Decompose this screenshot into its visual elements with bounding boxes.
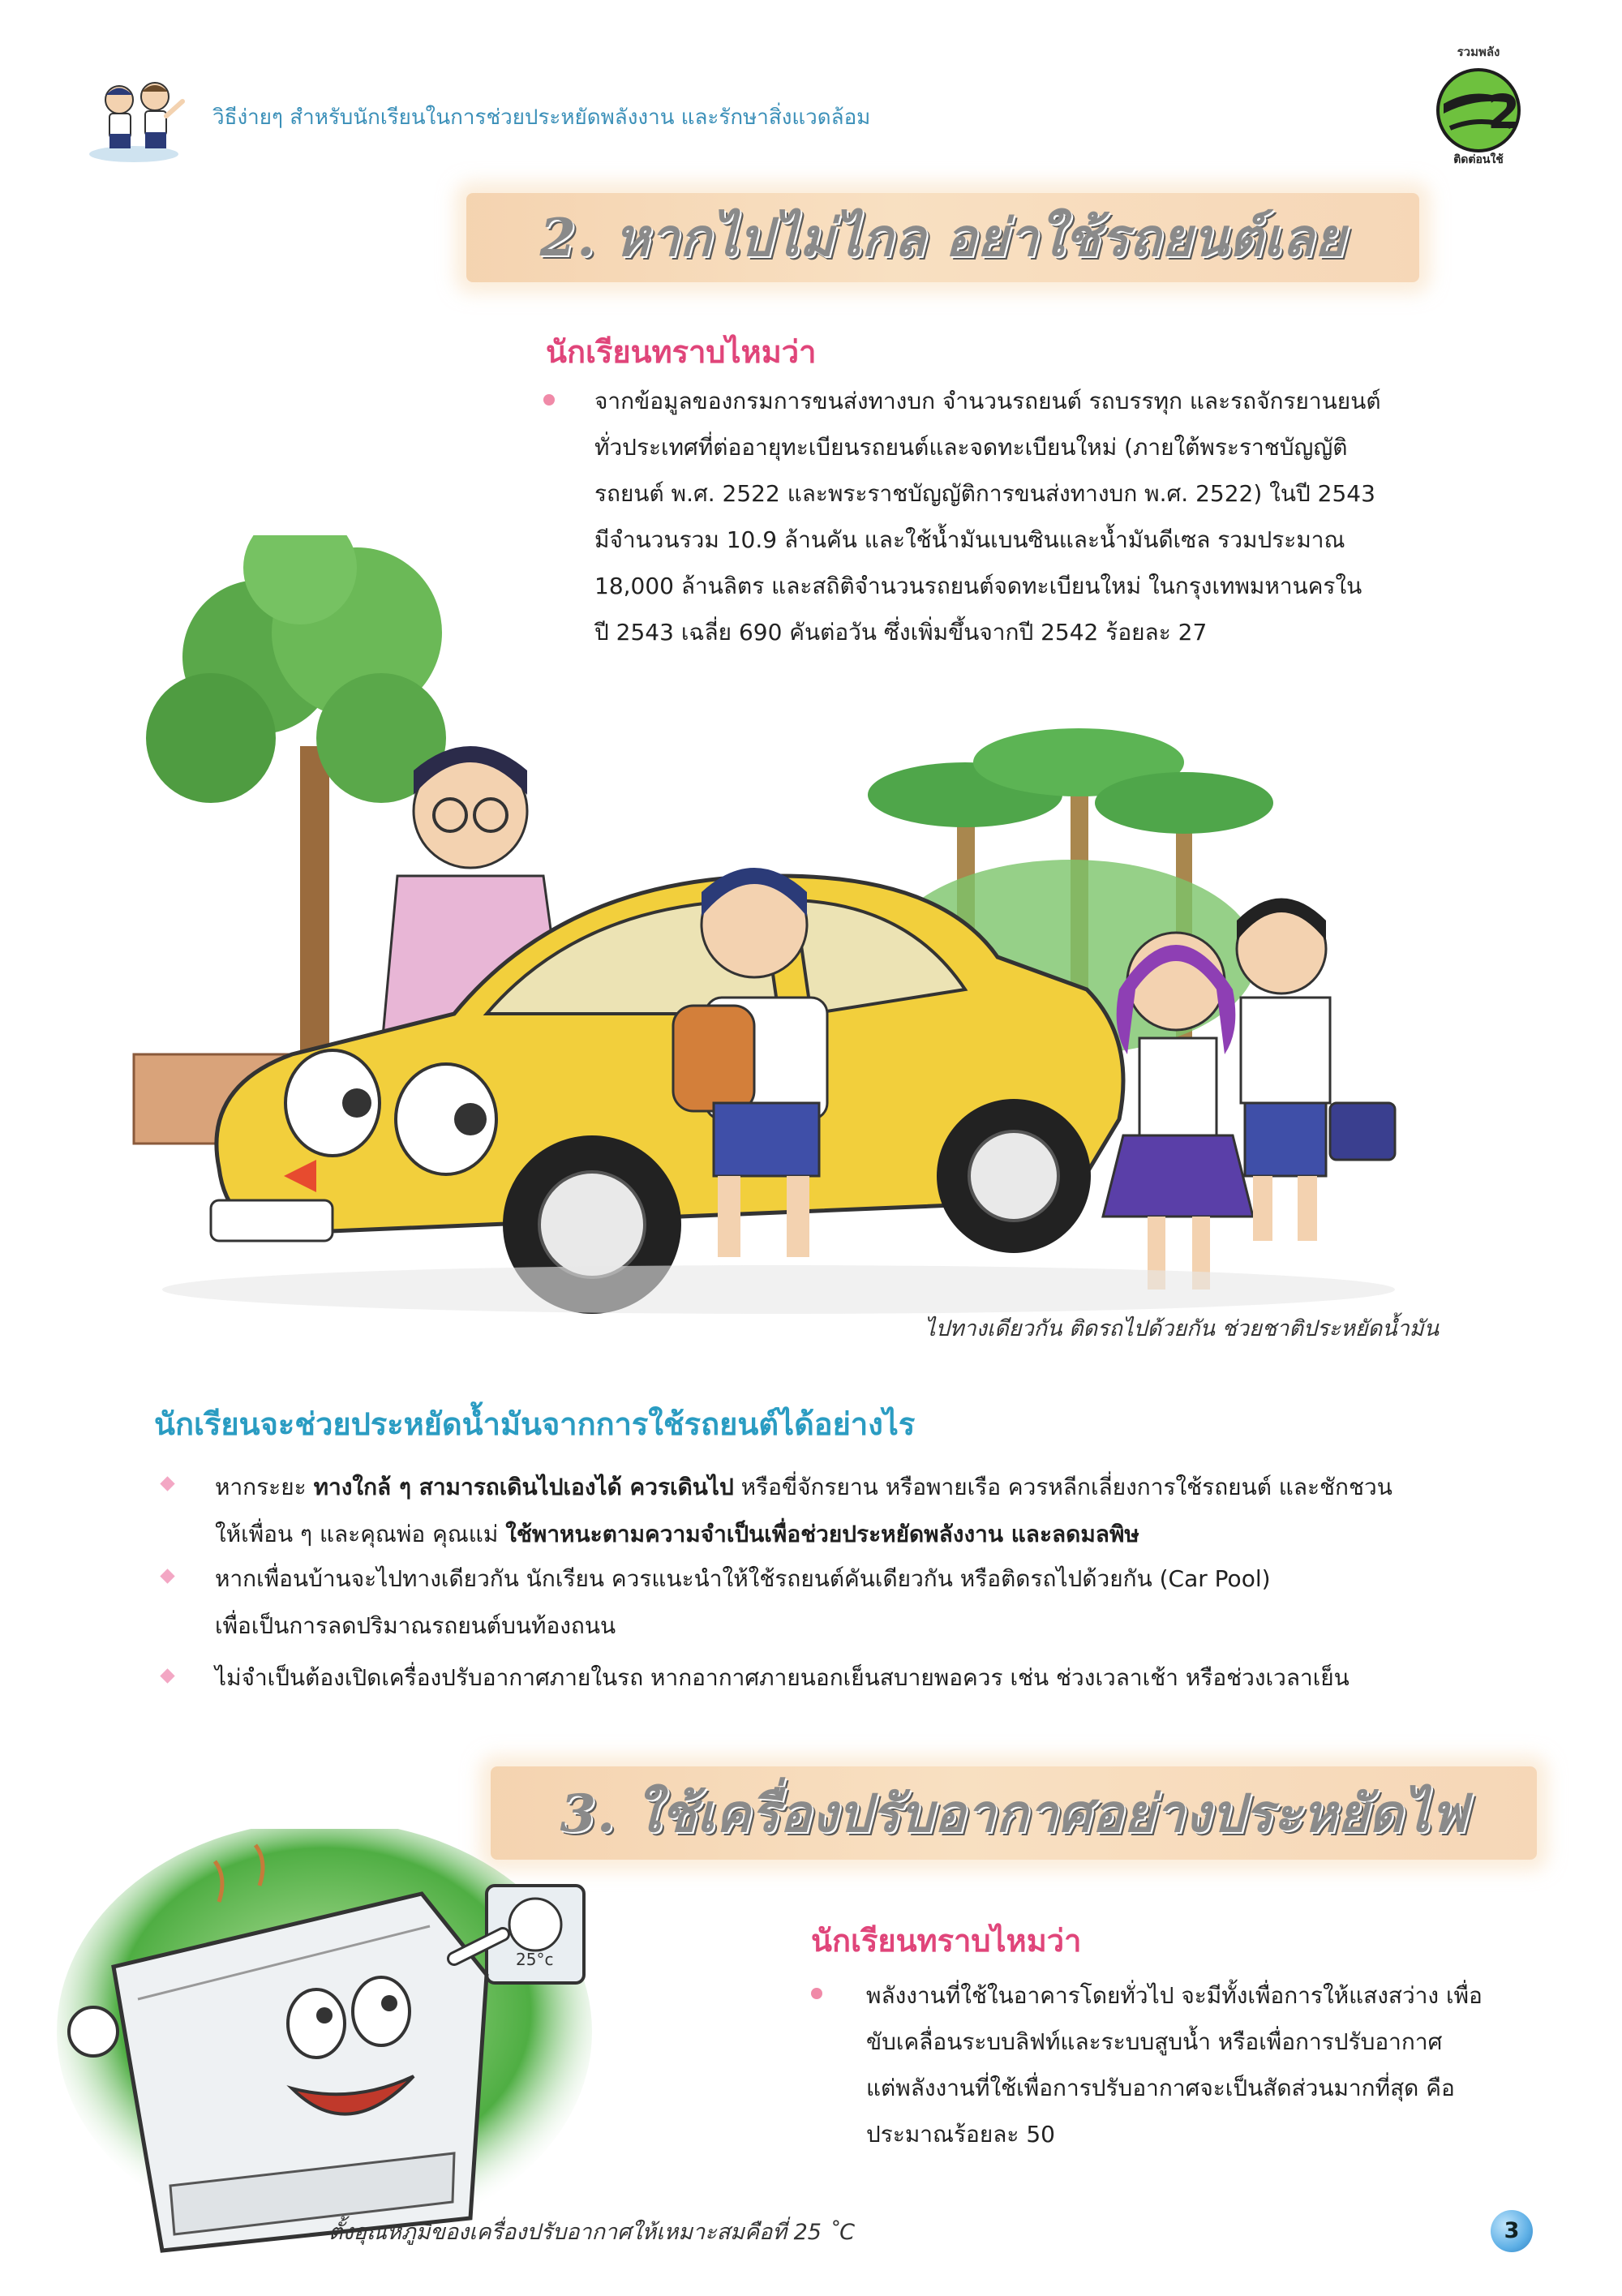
tip-emphasis: ใช้พาหนะตามความจำเป็นเพื่อช่วยประหยัดพลังงาน และลดมลพิษ — [505, 1521, 1139, 1547]
tip-text: ไม่จำเป็นต้องเปิดเครื่องปรับอากาศภายในรถ หากอากาศภายนอกเย็นสบายพอควร เช่น ช่วงเวลาเช้า หรือช่วงเวลาเย็น — [215, 1664, 1350, 1691]
did-you-know-heading-2: นักเรียนทราบไหมว่า — [811, 1923, 1082, 1959]
tip-car-pool — [215, 1556, 1271, 1650]
paragraph-line: รถยนต์ พ.ศ. 2522 และพระราชบัญญัติการขนส่งทางบก พ.ศ. 2522) ในปี 2543 — [594, 480, 1375, 507]
thermostat-label: 25°c — [516, 1950, 554, 1969]
tip-emphasis: ทางใกล้ ๆ สามารถเดินไปเองได้ ควรเดินไป — [313, 1474, 734, 1500]
paragraph-line: ขับเคลื่อนระบบลิฟท์และระบบสูบน้ำ หรือเพื่อการปรับอากาศ — [866, 2028, 1443, 2055]
students-logo-icon — [85, 77, 191, 166]
tip-text: หากระยะ — [215, 1474, 314, 1500]
tip-text: ให้เพื่อน ๆ และคุณพ่อ คุณแม่ — [215, 1521, 506, 1547]
school-bag — [1330, 1103, 1395, 1160]
building-energy-paragraph — [866, 1972, 1483, 2157]
did-you-know-heading: นักเรียนทราบไหมว่า — [546, 334, 817, 370]
bullet-dot-icon — [543, 394, 555, 406]
bullet-diamond-icon — [160, 1476, 174, 1491]
tip-walk-or-cycle — [215, 1464, 1392, 1558]
paragraph-line: ทั่วประเทศที่ต่ออายุทะเบียนรถยนต์และจดทะเบียนใหม่ (ภายใต้พระราชบัญญัติ — [594, 434, 1348, 461]
tip-air-conditioning — [215, 1654, 1350, 1702]
header-subtitle: วิธีง่ายๆ สำหรับนักเรียนในการช่วยประหยัดพลังงาน และรักษาสิ่งแวดล้อม — [212, 105, 871, 130]
waving-hand — [69, 2007, 118, 2056]
paragraph-line: แต่พลังงานที่ใช้เพื่อการปรับอากาศจะเป็นสัดส่วนมากที่สุด คือ — [866, 2075, 1455, 2101]
paragraph-line: ปี 2543 เฉลี่ย 690 คันต่อวัน ซึ่งเพิ่มขึ้นจากปี 2542 ร้อยละ 27 — [594, 619, 1208, 646]
brand-top-label: รวมพลัง — [1457, 45, 1500, 59]
bullet-diamond-icon — [160, 1668, 174, 1683]
brand-number: 2 — [1487, 84, 1521, 139]
backpack — [673, 1006, 754, 1111]
tip-text: หากเพื่อนบ้านจะไปทางเดียวกัน นักเรียน ควรแนะนำให้ใช้รถยนต์คันเดียวกัน หรือติดรถไปด้วยกัน (Car Pool) — [215, 1565, 1271, 1592]
section-3-banner — [491, 1766, 1537, 1860]
tip-text: หรือขี่จักรยาน หรือพายเรือ ควรหลีกเลี่ยงการใช้รถยนต์ และชักชวน — [733, 1474, 1392, 1500]
car-illustration-caption: ไปทางเดียวกัน ติดรถไปด้วยกัน ช่วยชาติประหยัดน้ำมัน — [925, 1316, 1440, 1341]
car-license-plate — [211, 1200, 333, 1241]
air-conditioner-caption: ตั้งอุณหภูมิของเครื่องปรับอากาศให้เหมาะสมคือที่ 25 ˚C — [328, 2220, 855, 2245]
section-2-title: 2. หากไปไม่ไกล อย่าใช้รถยนต์เลย — [539, 208, 1346, 268]
section-3-title: 3. ใช้เครื่องปรับอากาศอย่างประหยัดไฟ — [560, 1783, 1468, 1844]
paragraph-line: จากข้อมูลของกรมการขนส่งทางบก จำนวนรถยนต์ รถบรรทุก และรถจักรยานยนต์ — [594, 388, 1381, 414]
paragraph-line: ประมาณร้อยละ 50 — [866, 2121, 1055, 2148]
air-conditioner-illustration — [49, 1829, 616, 2267]
bullet-dot-icon — [811, 1988, 822, 1999]
paragraph-line: มีจำนวนรวม 10.9 ล้านคัน และใช้น้ำมันเบนซินและน้ำมันดีเซล รวมประมาณ — [594, 526, 1345, 553]
car-pool-illustration — [114, 535, 1444, 1346]
bullet-diamond-icon — [160, 1569, 174, 1583]
paragraph-line: 18,000 ล้านลิตร และสถิติจำนวนรถยนต์จดทะเบียนใหม่ ในกรุงเทพมหานครใน — [594, 573, 1362, 599]
tree-trunk — [300, 746, 329, 1087]
brand-bottom-label: ติดต่อนใช้ — [1453, 153, 1504, 166]
section-2-banner — [466, 193, 1419, 282]
page-number: 3 — [1491, 2210, 1533, 2252]
tip-text: เพื่อเป็นการลดปริมาณรถยนต์บนท้องถนน — [215, 1612, 616, 1639]
how-to-help-heading: นักเรียนจะช่วยประหยัดน้ำมันจากการใช้รถยนต์ได้อย่างไร — [154, 1406, 916, 1442]
paragraph-line: พลังงานที่ใช้ในอาคารโดยทั่วไป จะมีทั้งเพื่อการให้แสงสว่าง เพื่อ — [866, 1982, 1483, 2009]
